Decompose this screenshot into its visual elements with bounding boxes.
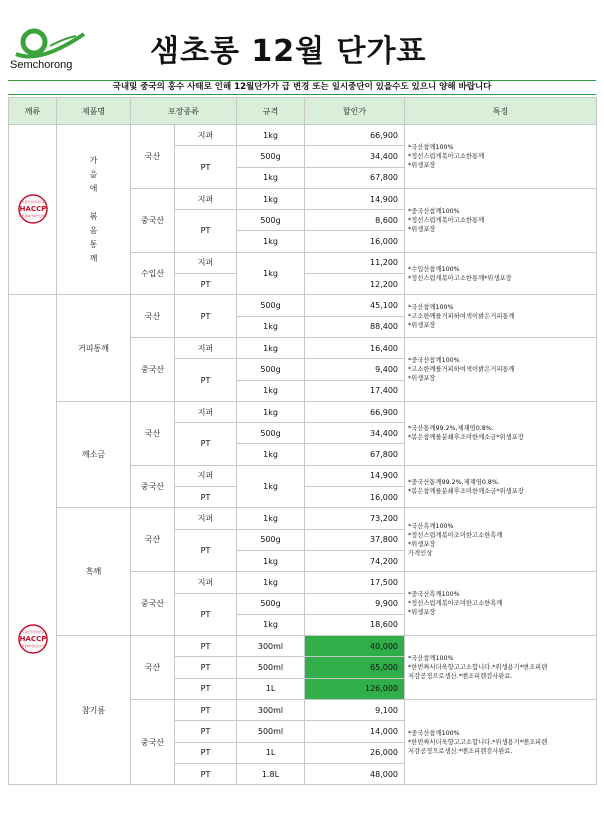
- origin-domestic: 국산: [131, 636, 175, 700]
- header-spec: 규격: [237, 98, 305, 125]
- feature: *국산참깨100% *한번짜서더욱향고고소합니다.*위생용기*변조피덴 저감공정으로생산.*벤조피렌검사완료.: [405, 636, 597, 700]
- price: 18,600: [305, 614, 405, 635]
- spec: 1kg: [237, 572, 305, 593]
- origin-domestic: 국산: [131, 295, 175, 338]
- haccp-bottom-text: 식품의약품안전처: [20, 213, 45, 218]
- header-feature: 특징: [405, 98, 597, 125]
- spec: 1.8L: [237, 763, 305, 784]
- origin-domestic: 국산: [131, 508, 175, 572]
- header-category: 깨류: [9, 98, 57, 125]
- spec: 1kg: [237, 380, 305, 401]
- origin-domestic: 국산: [131, 401, 175, 465]
- haccp-label: HACCP: [19, 204, 46, 213]
- price: 37,800: [305, 529, 405, 550]
- pack-type: PT: [175, 359, 237, 402]
- price: 14,000: [305, 721, 405, 742]
- price: 126,000: [305, 678, 405, 699]
- spec: 500g: [237, 146, 305, 167]
- pack-type: PT: [175, 636, 237, 657]
- header-price: 할인가: [305, 98, 405, 125]
- origin-domestic: 국산: [131, 125, 175, 189]
- price: 74,200: [305, 550, 405, 571]
- spec: 1kg: [237, 188, 305, 209]
- haccp-top-text: 식품안전관리인증: [20, 199, 45, 204]
- spec: 500g: [237, 593, 305, 614]
- spec: 1L: [237, 742, 305, 763]
- product-fall-roasted-sesame: 가 을 애 볶 음 통 깨: [57, 125, 131, 295]
- table-header-row: [9, 98, 597, 125]
- price: 65,000: [305, 657, 405, 678]
- price: 8,600: [305, 210, 405, 231]
- price: 16,000: [305, 487, 405, 508]
- haccp-badge: [9, 125, 57, 295]
- haccp-label: HACCP: [19, 634, 46, 643]
- pack-type: PT: [175, 657, 237, 678]
- haccp-badge: [9, 295, 57, 785]
- pack-type: PT: [175, 295, 237, 338]
- price: 66,900: [305, 125, 405, 146]
- price: 17,400: [305, 380, 405, 401]
- origin-china: 중국산: [131, 572, 175, 636]
- spec: 1kg: [237, 337, 305, 358]
- spec: 1kg: [237, 231, 305, 252]
- notice-banner: 국내및 중국의 홍수 사태로 인해 12월단가가 급 변경 또는 일시중단이 있을수도 있으니 양해 바랍니다: [8, 80, 596, 95]
- spec: 500ml: [237, 657, 305, 678]
- origin-china: 중국산: [131, 188, 175, 252]
- pack-type: PT: [175, 678, 237, 699]
- haccp-bottom-text: 식품의약품안전처: [20, 643, 45, 648]
- product-sesame-salt: 깨소금: [57, 401, 131, 507]
- pack-type: 지퍼: [175, 572, 237, 593]
- price: 9,400: [305, 359, 405, 380]
- feature: *국산통깨99.2%,제재염0.8%. *볶은참깨를분쇄후조미한깨소금*위생포장: [405, 401, 597, 465]
- origin-china: 중국산: [131, 700, 175, 785]
- table-row: [9, 508, 597, 529]
- pack-type: PT: [175, 146, 237, 189]
- pack-type: PT: [175, 529, 237, 572]
- feature: *국산흑깨100% *정선스럽게볶아조미한고소한흑깨 *위생포장 가격인상: [405, 508, 597, 572]
- origin-china: 중국산: [131, 337, 175, 401]
- spec: 1kg: [237, 465, 305, 508]
- product-black-sesame: 흑깨: [57, 508, 131, 636]
- spec: 1kg: [237, 401, 305, 422]
- price: 40,000: [305, 636, 405, 657]
- pack-type: PT: [175, 700, 237, 721]
- pack-type: 지퍼: [175, 465, 237, 486]
- origin-import: 수입산: [131, 252, 175, 295]
- pack-type: 지퍼: [175, 252, 237, 273]
- pack-type: PT: [175, 593, 237, 636]
- price: 16,400: [305, 337, 405, 358]
- price: 16,000: [305, 231, 405, 252]
- spec: 1kg: [237, 125, 305, 146]
- pack-type: PT: [175, 487, 237, 508]
- product-sesame-oil: 참기름: [57, 636, 131, 785]
- pack-type: PT: [175, 721, 237, 742]
- pack-type: PT: [175, 423, 237, 466]
- haccp-icon: [18, 194, 48, 224]
- spec: 300ml: [237, 636, 305, 657]
- spec: 1kg: [237, 614, 305, 635]
- table-row: [9, 295, 597, 316]
- pack-type: PT: [175, 763, 237, 784]
- brand-name: Semchorong: [10, 59, 73, 71]
- spec: 500g: [237, 210, 305, 231]
- table-row: [9, 636, 597, 657]
- spec: 1kg: [237, 508, 305, 529]
- price: 34,400: [305, 146, 405, 167]
- spec: 1kg: [237, 252, 305, 295]
- price: 17,500: [305, 572, 405, 593]
- page-title: 샘초롱 12월 단가표: [150, 34, 427, 69]
- spec: 300ml: [237, 700, 305, 721]
- feature: *수입산참깨100% *정선스럽게볶아고소한통깨*위생포장: [405, 252, 597, 295]
- pack-type: 지퍼: [175, 508, 237, 529]
- price: 11,200: [305, 252, 405, 273]
- spec: 500g: [237, 423, 305, 444]
- spec: 500g: [237, 359, 305, 380]
- spec: 500g: [237, 529, 305, 550]
- pack-type: PT: [175, 742, 237, 763]
- spec: 1kg: [237, 550, 305, 571]
- price: 48,000: [305, 763, 405, 784]
- spec: 500ml: [237, 721, 305, 742]
- price: 14,900: [305, 465, 405, 486]
- pack-type: 지퍼: [175, 401, 237, 422]
- spec: 1kg: [237, 444, 305, 465]
- price: 67,800: [305, 167, 405, 188]
- header-packaging: 포장종류: [131, 98, 237, 125]
- table-row: [9, 401, 597, 422]
- price: 26,000: [305, 742, 405, 763]
- spec: 500g: [237, 295, 305, 316]
- price: 45,100: [305, 295, 405, 316]
- pack-type: 지퍼: [175, 188, 237, 209]
- feature: *중국산통깨99.2%,제재염0.8%. *볶은참깨를분쇄후조미한깨소금*위생포장: [405, 465, 597, 508]
- haccp-top-text: 식품안전관리인증: [20, 629, 45, 634]
- feature: *중국산참깨100% *정선스럽게볶아고소한통깨 *위생포장: [405, 188, 597, 252]
- price-table: [8, 97, 597, 785]
- origin-china: 중국산: [131, 465, 175, 508]
- spec: 1kg: [237, 316, 305, 337]
- price: 66,900: [305, 401, 405, 422]
- pack-type: PT: [175, 274, 237, 295]
- header-product: 제품명: [57, 98, 131, 125]
- haccp-icon: [18, 624, 48, 654]
- product-hulled-sesame: 거피통깨: [57, 295, 131, 401]
- pack-type: PT: [175, 210, 237, 253]
- pack-type: 지퍼: [175, 125, 237, 146]
- price: 34,400: [305, 423, 405, 444]
- feature: *국산참깨100% *고소한깨를거피하여색이밝은거피통깨 *위생포장: [405, 295, 597, 338]
- price: 9,900: [305, 593, 405, 614]
- pack-type: 지퍼: [175, 337, 237, 358]
- feature: *중국산참깨100% *한번짜서더욱향고고소합니다.*위생용기*벤조피렌 저감공정으로생산.*벤조피렌검사완료.: [405, 700, 597, 785]
- price: 88,400: [305, 316, 405, 337]
- price: 12,200: [305, 274, 405, 295]
- price: 67,800: [305, 444, 405, 465]
- feature: *중국산흑깨100% *정선스럽게볶아조미한고소한흑깨 *위생포장: [405, 572, 597, 636]
- price: 9,100: [305, 700, 405, 721]
- spec: 1L: [237, 678, 305, 699]
- feature: *중국산참깨100% *고소한깨를거피하여색이밝은거피통깨 *위생포장: [405, 337, 597, 401]
- price: 73,200: [305, 508, 405, 529]
- price: 14,900: [305, 188, 405, 209]
- feature: *국산참깨100% *정선스럽게볶아고소한통깨 *위생포장: [405, 125, 597, 189]
- header: [0, 0, 604, 82]
- table-row: [9, 125, 597, 146]
- spec: 1kg: [237, 167, 305, 188]
